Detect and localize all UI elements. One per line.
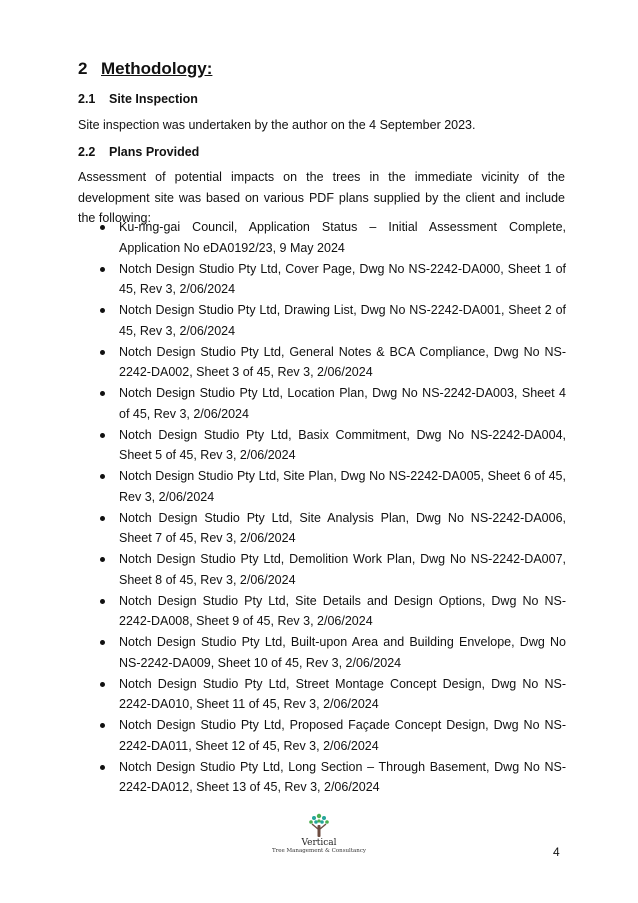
list-item <box>78 259 566 301</box>
logo-tagline: Tree Management & Consultancy <box>271 848 367 854</box>
list-item <box>78 217 566 259</box>
logo-name: Vertical <box>301 838 337 848</box>
subsection-heading-site-inspection <box>78 92 198 106</box>
bullet-icon <box>100 557 105 562</box>
list-item-text: Notch Design Studio Pty Ltd, Site Plan, Dwg No NS-2242-DA005, Sheet 6 of 45, Rev 3, 2/06/2024 <box>119 469 566 504</box>
plans-intro-text: Assessment of potential impacts on the trees in the immediate vicinity of the development site was based on various PDF plans supplied by the client and include the following: <box>78 170 565 225</box>
bullet-icon <box>100 599 105 604</box>
subsection-heading-plans-provided <box>78 145 199 159</box>
tree-icon <box>306 812 332 838</box>
bullet-icon <box>100 350 105 355</box>
list-item <box>78 383 566 425</box>
bullet-icon <box>100 640 105 645</box>
subsection-title: Plans Provided <box>109 145 200 159</box>
bullet-icon <box>100 267 105 272</box>
list-item <box>78 715 566 757</box>
company-logo <box>270 812 368 860</box>
list-item <box>78 549 566 591</box>
list-item-text: Notch Design Studio Pty Ltd, Long Section – Through Basement, Dwg No NS-2242-DA012, Sheet 13 of 45, Rev 3, 2/06/2024 <box>119 759 566 794</box>
page-number: 4 <box>553 845 560 859</box>
list-item-text: Notch Design Studio Pty Ltd, Site Analysis Plan, Dwg No NS-2242-DA006, Sheet 7 of 45, Rev 3, 2/06/2024 <box>119 510 566 545</box>
list-item-text: Notch Design Studio Pty Ltd, General Notes & BCA Compliance, Dwg No NS-2242-DA002, Sheet 3 of 45, Rev 3, 2/06/2024 <box>119 344 566 379</box>
list-item-text: Ku-ring-gai Council, Application Status – Initial Assessment Complete, Application No eDA0192/23, 9 May 2024 <box>119 220 566 255</box>
bullet-icon <box>100 391 105 396</box>
list-item-text: Notch Design Studio Pty Ltd, Drawing List, Dwg No NS-2242-DA001, Sheet 2 of 45, Rev 3, 2/06/2024 <box>119 303 566 338</box>
list-item-text: Notch Design Studio Pty Ltd, Basix Commitment, Dwg No NS-2242-DA004, Sheet 5 of 45, Rev 3, 2/06/2024 <box>119 427 566 462</box>
section-heading <box>78 59 212 79</box>
bullet-icon <box>100 308 105 313</box>
subsection-title: Site Inspection <box>109 92 198 106</box>
bullet-icon <box>100 516 105 521</box>
bullet-icon <box>100 474 105 479</box>
list-item-text: Notch Design Studio Pty Ltd, Cover Page, Dwg No NS-2242-DA000, Sheet 1 of 45, Rev 3, 2/06/2024 <box>119 261 566 296</box>
subsection-number: 2.1 <box>78 92 96 106</box>
plans-list <box>78 217 566 798</box>
list-item-text: Notch Design Studio Pty Ltd, Street Montage Concept Design, Dwg No NS-2242-DA010, Sheet 11 of 45, Rev 3, 2/06/2024 <box>119 676 566 711</box>
list-item <box>78 757 566 799</box>
list-item <box>78 425 566 467</box>
bullet-icon <box>100 433 105 438</box>
list-item <box>78 508 566 550</box>
list-item-text: Notch Design Studio Pty Ltd, Proposed Façade Concept Design, Dwg No NS-2242-DA011, Sheet 12 of 45, Rev 3, 2/06/2024 <box>119 718 566 753</box>
list-item-text: Notch Design Studio Pty Ltd, Built-upon Area and Building Envelope, Dwg No NS-2242-DA009, Sheet 10 of 45, Rev 3, 2/06/2024 <box>119 635 566 670</box>
list-item <box>78 300 566 342</box>
bullet-icon <box>100 225 105 230</box>
list-item <box>78 466 566 508</box>
list-item-text: Notch Design Studio Pty Ltd, Site Details and Design Options, Dwg No NS-2242-DA008, Sheet 9 of 45, Rev 3, 2/06/2024 <box>119 593 566 628</box>
site-inspection-text: Site inspection was undertaken by the author on the 4 September 2023. <box>78 118 476 132</box>
subsection-number: 2.2 <box>78 145 96 159</box>
list-item <box>78 591 566 633</box>
list-item <box>78 342 566 384</box>
list-item <box>78 632 566 674</box>
list-item-text: Notch Design Studio Pty Ltd, Demolition Work Plan, Dwg No NS-2242-DA007, Sheet 8 of 45, Rev 3, 2/06/2024 <box>119 552 566 587</box>
bullet-icon <box>100 765 105 770</box>
list-item-text: Notch Design Studio Pty Ltd, Location Plan, Dwg No NS-2242-DA003, Sheet 4 of 45, Rev 3, 2/06/2024 <box>119 386 566 421</box>
list-item <box>78 674 566 716</box>
section-title: Methodology: <box>101 59 213 78</box>
section-number: 2 <box>78 59 88 78</box>
bullet-icon <box>100 682 105 687</box>
bullet-icon <box>100 723 105 728</box>
